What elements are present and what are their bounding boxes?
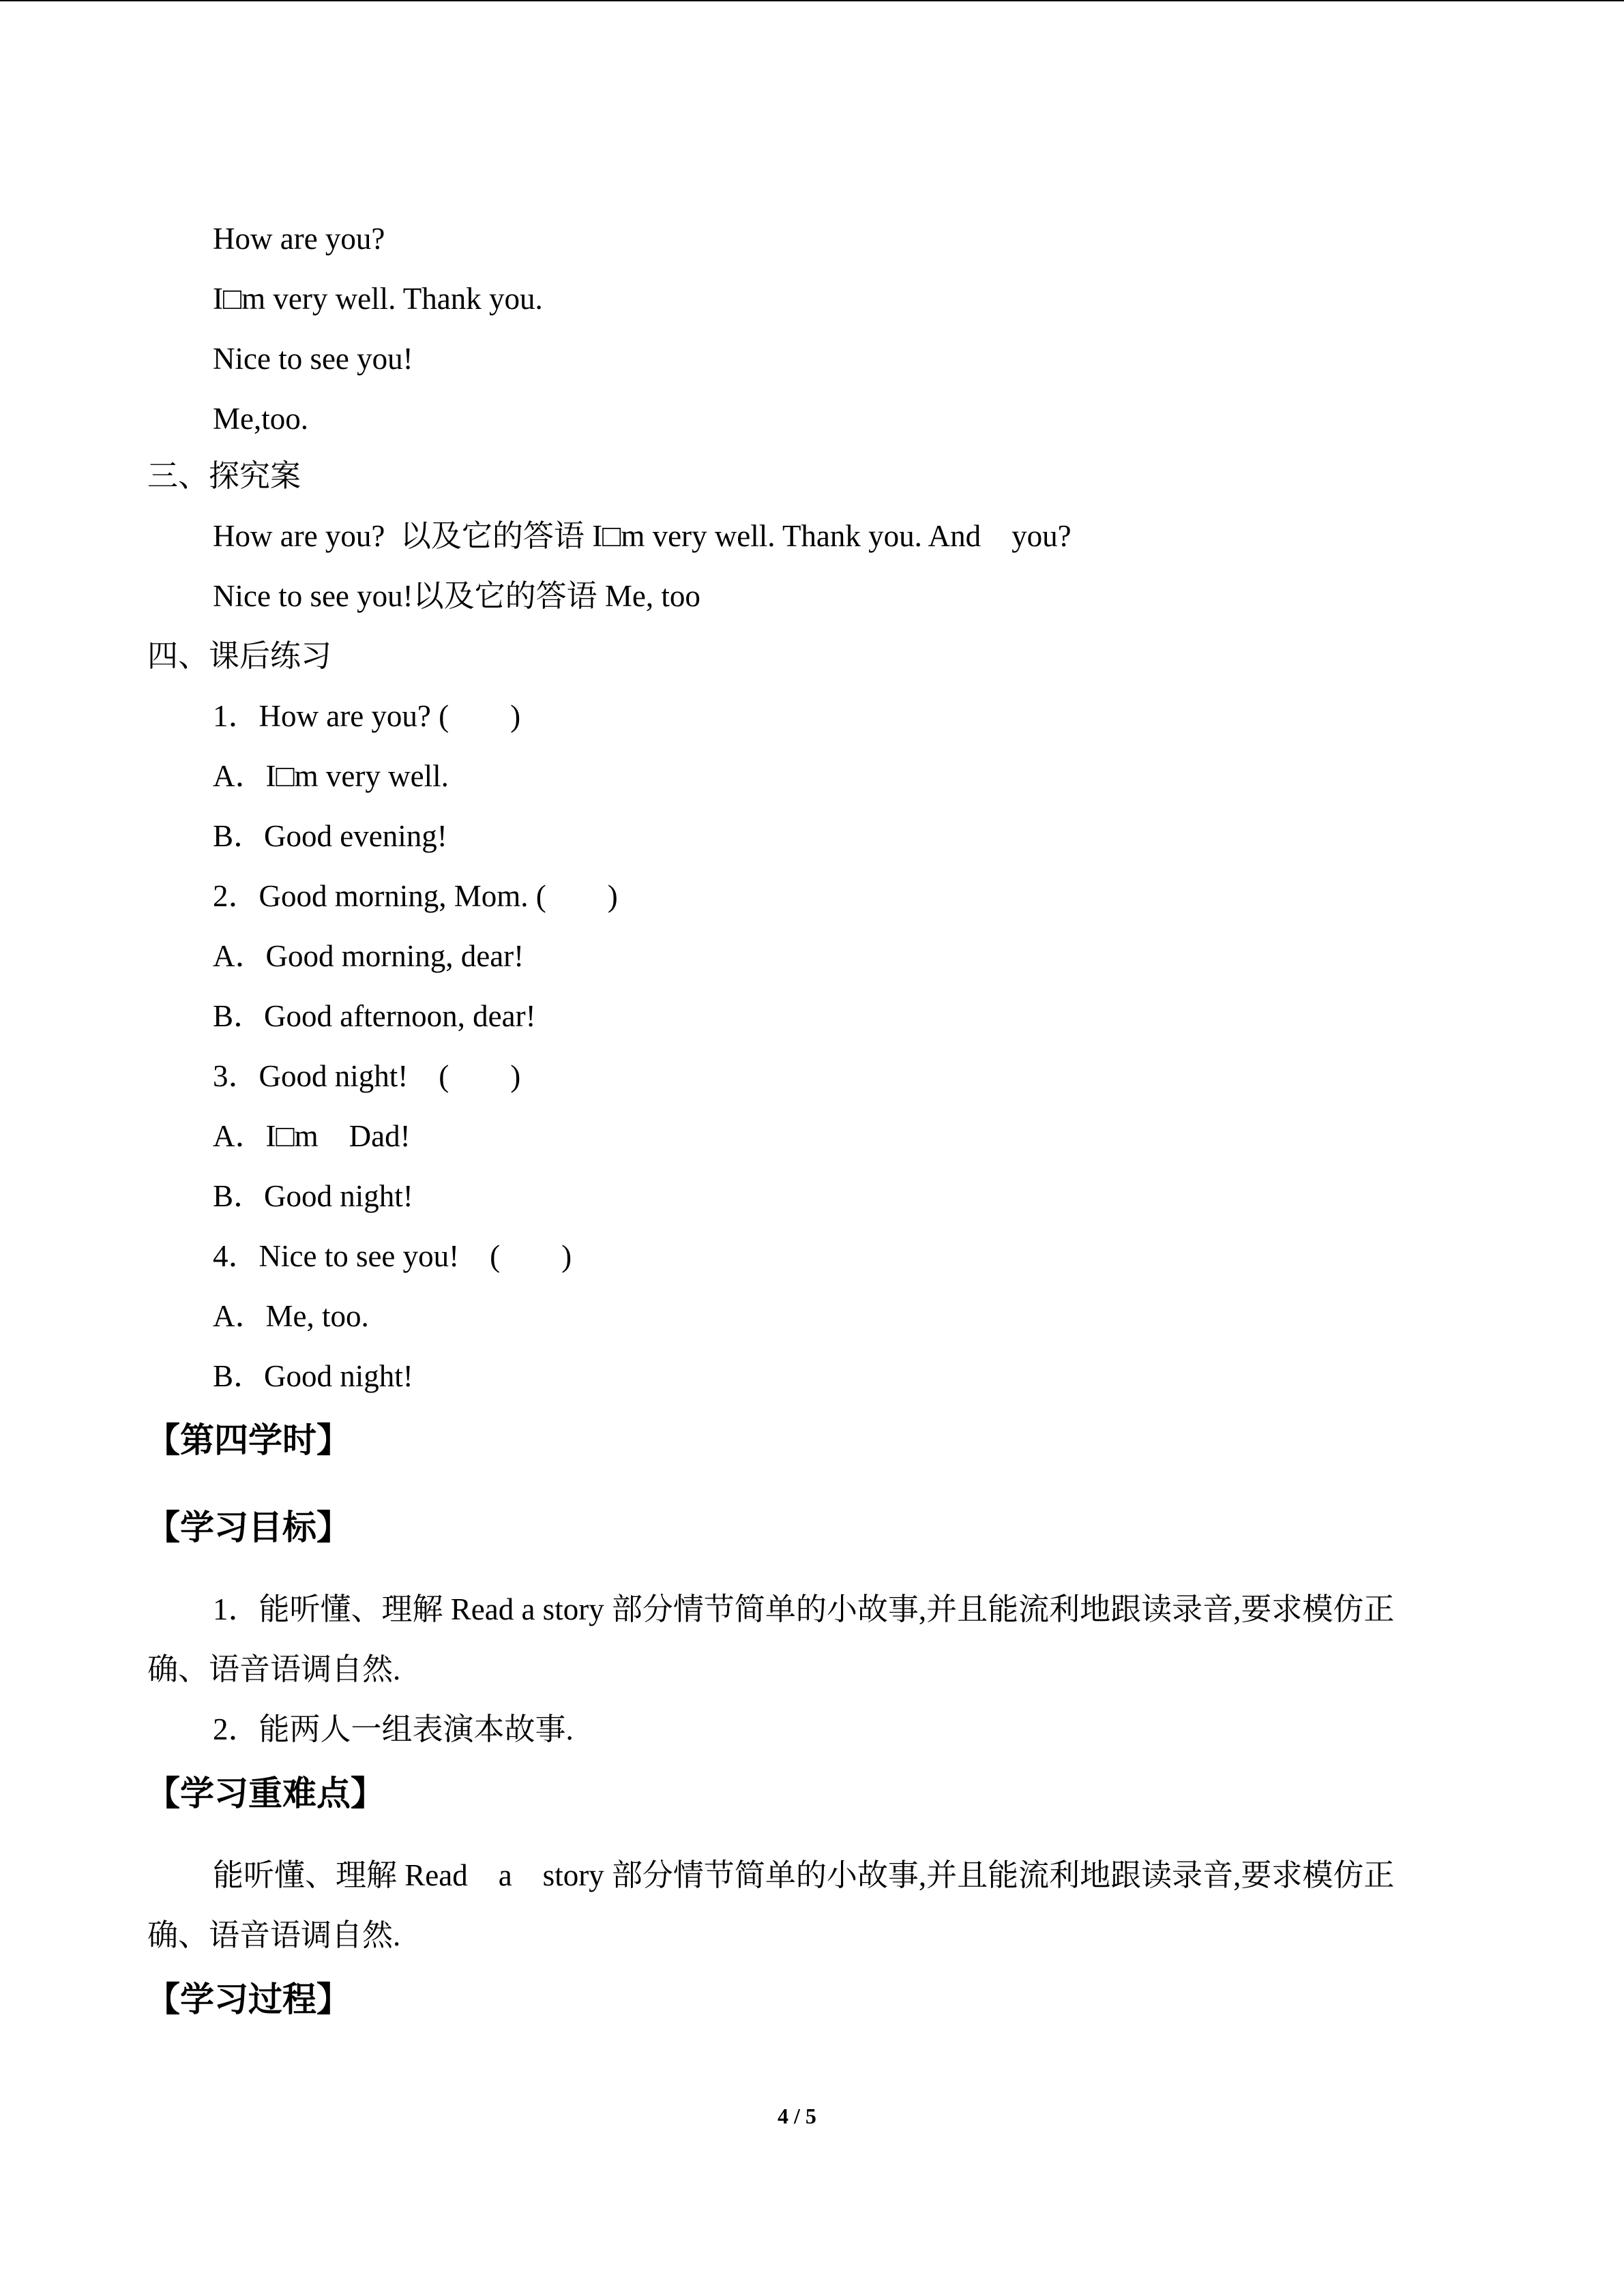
section-heading-explore: 三、探究案	[147, 459, 301, 493]
exercise-option: B．Good night!	[213, 1359, 413, 1393]
dialogue-line: Me,too.	[213, 402, 308, 436]
goal-line: 2．能两人一组表演本故事.	[213, 1712, 574, 1746]
dialogue-line: How are you?	[213, 222, 385, 256]
lesson-title: 【第四学时】	[146, 1420, 351, 1460]
exercise-question: 2．Good morning, Mom. ( )	[213, 879, 618, 913]
exercise-option: A．I□m Dad!	[213, 1119, 411, 1153]
exercise-question: 3．Good night! ( )	[213, 1059, 521, 1093]
goal-line: 1．能听懂、理解 Read a story 部分情节简单的小故事,并且能流利地跟读录音,要求模仿正	[213, 1592, 1395, 1626]
process-heading: 【学习过程】	[146, 1980, 351, 2019]
exercise-option: A．I□m very well.	[213, 759, 449, 793]
exercise-question: 1．How are you? ( )	[213, 699, 521, 733]
goals-heading: 【学习目标】	[146, 1508, 351, 1547]
key-points-heading: 【学习重难点】	[146, 1774, 385, 1813]
explore-line: Nice to see you!以及它的答语 Me, too	[213, 579, 700, 613]
dialogue-line: I□m very well. Thank you.	[213, 282, 543, 316]
page-number: 4 / 5	[778, 2104, 816, 2128]
exercise-option: A．Me, too.	[213, 1299, 369, 1333]
section-heading-exercises: 四、课后练习	[147, 639, 332, 673]
explore-line: How are you? 以及它的答语 I□m very well. Thank you. And you?	[213, 519, 1072, 553]
exercise-option: B．Good afternoon, dear!	[213, 999, 536, 1033]
top-border-line	[0, 0, 1624, 1]
key-points-line: 确、语音语调自然.	[147, 1918, 401, 1952]
exercise-option: B．Good night!	[213, 1179, 413, 1213]
exercise-option: B．Good evening!	[213, 819, 447, 853]
dialogue-line: Nice to see you!	[213, 342, 413, 376]
exercise-option: A．Good morning, dear!	[213, 939, 525, 973]
goal-line: 确、语音语调自然.	[147, 1652, 401, 1686]
exercise-question: 4．Nice to see you! ( )	[213, 1239, 572, 1273]
key-points-line: 能听懂、理解 Read a story 部分情节简单的小故事,并且能流利地跟读录音,要求模仿正	[213, 1858, 1395, 1892]
